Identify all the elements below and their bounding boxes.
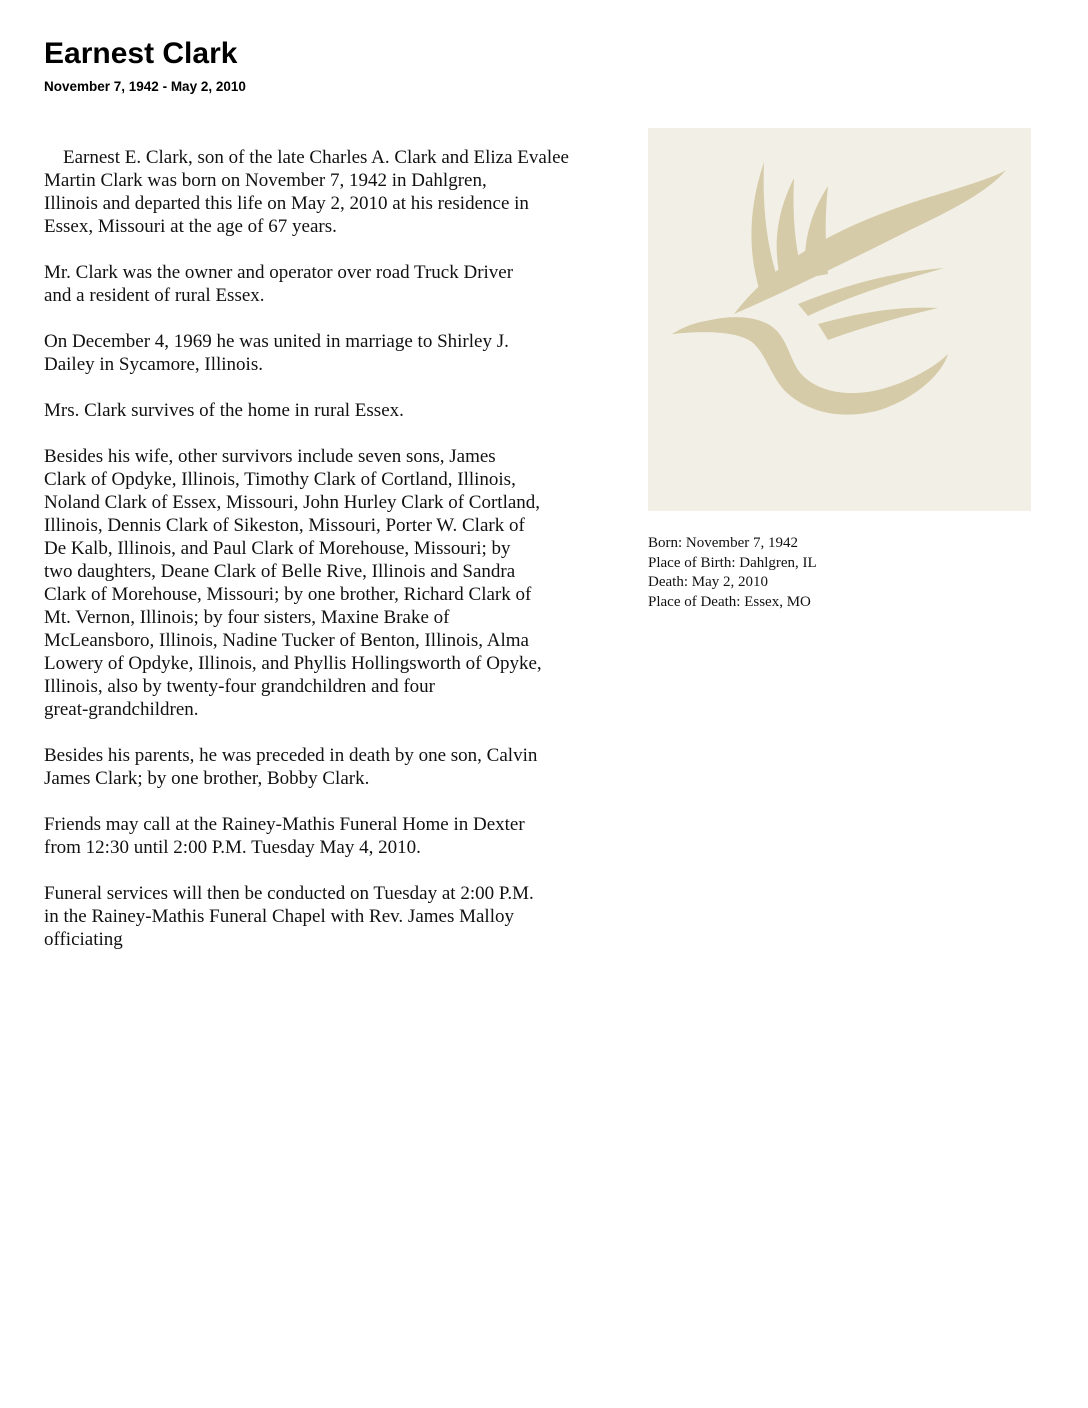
text-line: Illinois and departed this life on May 2, 2010 at his residence in [44,193,529,214]
text-line: Illinois, Dennis Clark of Sikeston, Missouri, Porter W. Clark of [44,515,525,536]
text-line: Clark of Morehouse, Missouri; by one brother, Richard Clark of [44,584,532,605]
text-line: Illinois, also by twenty-four grandchildren and four [44,676,435,697]
obituary-paragraph [44,330,644,376]
obituary-paragraph [44,813,644,859]
fact-line: Place of Death: Essex, MO [648,593,811,610]
text-line: Besides his parents, he was preceded in death by one son, Calvin [44,745,538,766]
text-line: Martin Clark was born on November 7, 1942 in Dahlgren, [44,170,487,191]
text-line: On December 4, 1969 he was united in marriage to Shirley J. [44,331,509,352]
text-line: Funeral services will then be conducted on Tuesday at 2:00 P.M. [44,883,534,904]
text-line: Besides his wife, other survivors include seven sons, James [44,446,496,467]
text-line: Mrs. Clark survives of the home in rural Essex. [44,400,404,421]
life-dates: November 7, 1942 - May 2, 2010 [44,79,246,94]
dove-icon [648,128,1031,511]
text-line: Mr. Clark was the owner and operator over road Truck Driver [44,262,514,283]
text-line: Lowery of Opdyke, Illinois, and Phyllis Hollingsworth of Opyke, [44,653,542,674]
fact-line: Death: May 2, 2010 [648,574,768,590]
obituary-paragraph [44,261,644,307]
text-line: two daughters, Deane Clark of Belle Rive, Illinois and Sandra [44,561,516,582]
vital-facts [648,534,817,612]
fact-line: Born: November 7, 1942 [648,535,798,551]
text-line: Essex, Missouri at the age of 67 years. [44,216,337,237]
text-line: Mt. Vernon, Illinois; by four sisters, Maxine Brake of [44,607,450,628]
obituary-paragraph [44,445,644,721]
memorial-image [648,128,1031,511]
text-line: great-grandchildren. [44,699,199,720]
text-line: James Clark; by one brother, Bobby Clark. [44,768,370,789]
text-line: and a resident of rural Essex. [44,285,265,306]
obituary-text [44,146,644,974]
obituary-paragraph [44,399,644,422]
obituary-paragraph [44,882,644,951]
obituary-paragraph [44,744,644,790]
obituary-paragraph [44,146,644,238]
text-line: from 12:30 until 2:00 P.M. Tuesday May 4, 2010. [44,837,421,858]
text-line: Dailey in Sycamore, Illinois. [44,354,263,375]
text-line: De Kalb, Illinois, and Paul Clark of Morehouse, Missouri; by [44,538,511,559]
text-line: McLeansboro, Illinois, Nadine Tucker of Benton, Illinois, Alma [44,630,529,651]
text-line: in the Rainey-Mathis Funeral Chapel with Rev. James Malloy [44,906,514,927]
text-line: Earnest E. Clark, son of the late Charles A. Clark and Eliza Evalee [44,147,569,168]
text-line: officiating [44,929,123,950]
text-line: Noland Clark of Essex, Missouri, John Hurley Clark of Cortland, [44,492,541,513]
text-line: Clark of Opdyke, Illinois, Timothy Clark of Cortland, Illinois, [44,469,516,490]
text-line: Friends may call at the Rainey-Mathis Funeral Home in Dexter [44,814,525,835]
fact-line: Place of Birth: Dahlgren, IL [648,554,817,571]
deceased-name: Earnest Clark [44,37,238,70]
